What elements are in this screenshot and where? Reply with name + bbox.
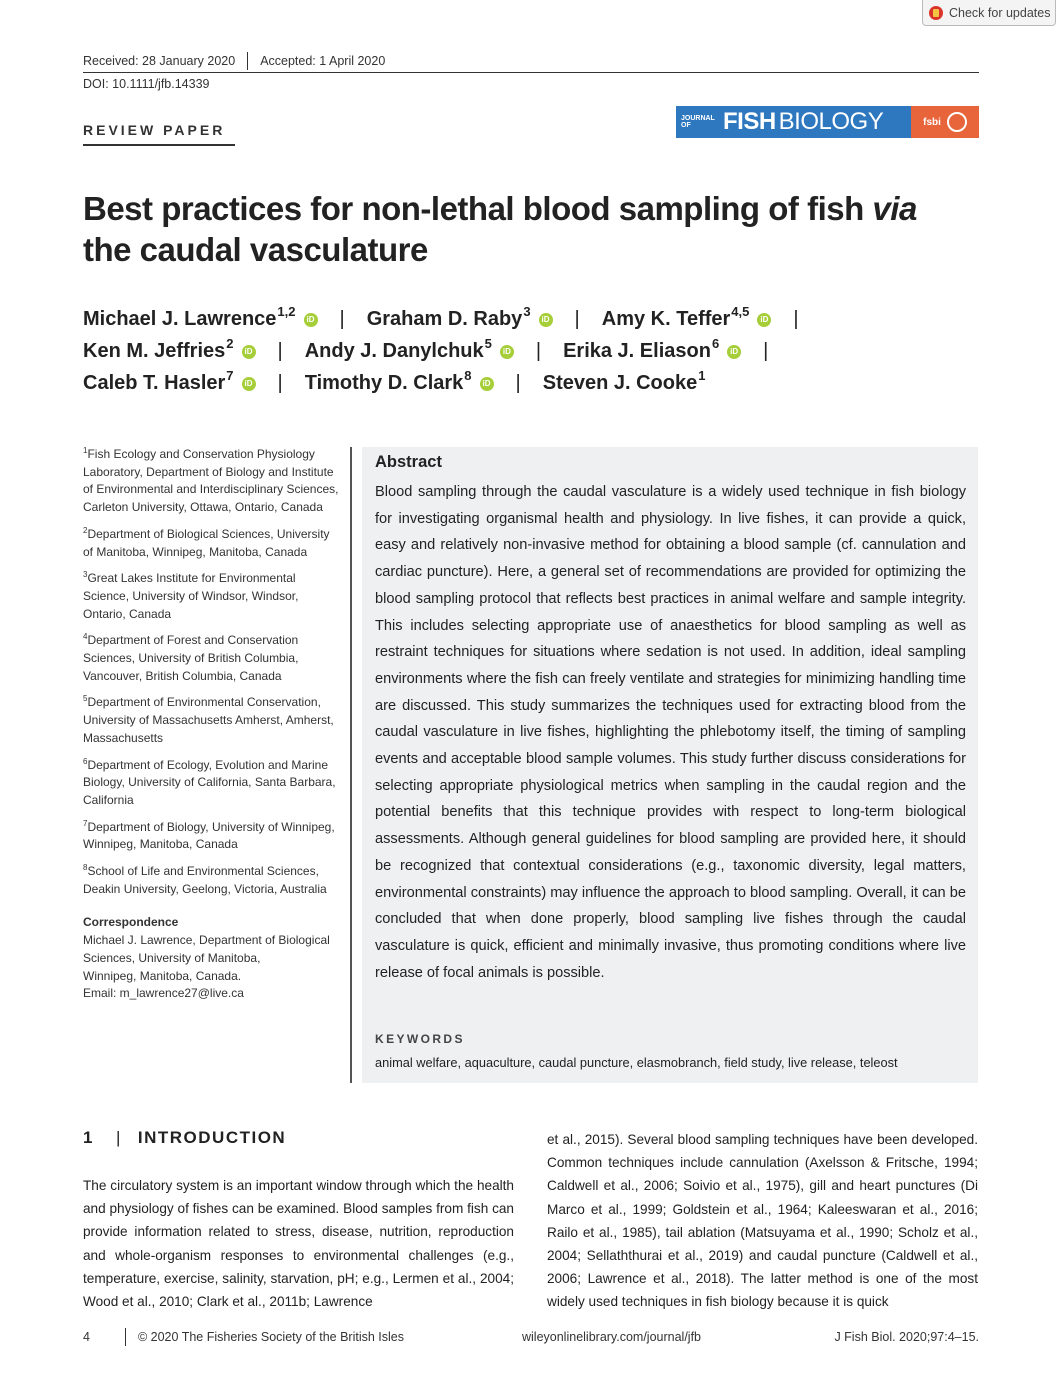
article-type: REVIEW PAPER xyxy=(83,122,226,138)
author-affil: 8 xyxy=(464,368,472,383)
affiliation-item xyxy=(83,859,341,898)
title-text-1: Best practices for non-lethal blood sampling of fish xyxy=(83,190,873,227)
abstract-left-rule xyxy=(350,447,352,1083)
affiliation-item xyxy=(83,753,341,810)
affiliation-text: Department of Environmental Conservation, University of Massachusetts Amherst, Amherst, Massachusetts xyxy=(83,695,334,745)
crossmark-icon xyxy=(929,6,943,20)
check-for-updates-label: Check for updates xyxy=(949,5,1051,20)
footer-divider xyxy=(125,1328,126,1346)
affiliation-text: Department of Forest and Conservation Sciences, University of British Columbia, Vancouver, British Columbia, Canada xyxy=(83,633,299,683)
check-for-updates-button[interactable] xyxy=(922,0,1056,26)
affiliation-item xyxy=(83,815,341,854)
intro-column-2: et al., 2015). Several blood sampling techniques have been developed. Common techniques include cannulation (Axelsson & Fritsche, 1994; Caldwell et al., 2006; Soivio et al., 1975), gill and heart punctures (Di Marco et al., 1999; Goldstein et al., 1964; Kaleeswaran et al., 2016; Railo et al., 1985), tail ablation (Matsuyama et al., 1990; Scholz et al., 2004; Sellaththurai et al., 2019) and caudal puncture (Caldwell et al., 2006; Lawrence et al., 2018). The latter method is one of the most widely used techniques in fish biology because it is quick xyxy=(547,1132,978,1310)
author-line-1 xyxy=(83,304,821,331)
citation: J Fish Biol. 2020;97:4–15. xyxy=(834,1330,979,1344)
affiliation-text: Great Lakes Institute for Environmental Science, University of Windsor, Windsor, Ontario, Canada xyxy=(83,571,299,621)
section-separator: | xyxy=(115,1128,122,1147)
keywords-text: animal welfare, aquaculture, caudal puncture, elasmobranch, field study, live release, teleost xyxy=(375,1055,898,1070)
correspondence-label: Correspondence xyxy=(83,915,179,930)
orcid-icon[interactable]: iD xyxy=(242,345,256,359)
orcid-icon[interactable]: iD xyxy=(500,345,514,359)
article-type-underline xyxy=(83,144,235,146)
journal-logo-biology: BIOLOGY xyxy=(778,108,884,135)
society-logo-text: fsbi xyxy=(923,116,941,128)
author-name[interactable]: Caleb T. Hasler xyxy=(83,372,226,394)
author-separator: | xyxy=(793,308,799,330)
journal-logo-prefix: JOURNAL OF xyxy=(681,115,715,129)
author-affil: 1,2 xyxy=(277,304,296,319)
affiliation-number: 8 xyxy=(83,863,88,873)
affiliation-item xyxy=(83,566,341,623)
author-affil: 2 xyxy=(226,336,234,351)
abstract-text: Blood sampling through the caudal vasculature is a widely used technique in fish biology for investigating organismal health and physiology. In live fishes, it can provide a quick, easy and relatively non-invasive method for obtaining a blood sample (cf. cannulation and cardiac puncture). Here, a general set of recommendations are provided for optimizing the blood sampling protocol that reflects best practices in animal welfare and sample integrity. This includes selecting appropriate use of anaesthetics for blood sampling as well as restraint techniques for situations where sedation is not used. In addition, ideal sampling environments where the fish can freely ventilate and strategies for minimizing handling time are discussed. This study summarizes the techniques used for extracting blood from the caudal vasculature in live fishes, highlighting the phlebotomy itself, the timing of sampling events and acceptable blood sample volumes. This study further discuss considerations for selecting appropriate physiological metrics when sampling in the caudal region and the potential benefits that this technique provides with respect to long-term biological assessments. Although general guidelines for blood sampling are provided here, it should be recognized that contextual considerations (e.g., taxonomic diversity, legal matters, environmental constraints) may influence the approach to blood sampling. Overall, it can be concluded that when done properly, blood sampling live fishes through the caudal vasculature is quick, efficient and minimally invasive, thus promoting conditions where live release of focal animals is possible. xyxy=(375,484,966,981)
author-affil: 1 xyxy=(698,368,706,383)
author-line-3 xyxy=(83,368,706,395)
paper-title xyxy=(83,188,973,270)
correspondence-line: Winnipeg, Manitoba, Canada. xyxy=(83,968,242,983)
author-separator: | xyxy=(574,308,580,330)
author-name[interactable]: Michael J. Lawrence xyxy=(83,308,277,330)
page-number: 4 xyxy=(83,1330,90,1344)
society-logo xyxy=(911,106,979,138)
society-emblem-icon xyxy=(947,112,967,132)
journal-website-link[interactable]: wileyonlinelibrary.com/journal/jfb xyxy=(522,1330,702,1344)
correspondence-email[interactable]: Email: m_lawrence27@live.ca xyxy=(83,986,244,1001)
affiliation-text: School of Life and Environmental Sciences, Deakin University, Geelong, Victoria, Australia xyxy=(83,864,327,896)
section-heading xyxy=(83,1128,286,1148)
affiliation-number: 6 xyxy=(83,756,88,766)
intro-column-1: The circulatory system is an important window through which the health and physiology of fishes can be examined. Blood samples from fish can provide information related to stress, disease, nutrition, reproduction and whole-organism responses to environmental challenges (e.g., temperature, exercise, salinity, starvation, pH; e.g., Lermen et al., 2004; Wood et al., 2010; Clark et al., 2011b; Lawrence xyxy=(83,1178,514,1310)
affiliation-number: 4 xyxy=(83,632,88,642)
author-affil: 7 xyxy=(226,368,234,383)
abstract-heading: Abstract xyxy=(375,453,442,471)
author-separator: | xyxy=(763,340,769,362)
affiliation-text: Department of Ecology, Evolution and Marine Biology, University of California, Santa Barbara, California xyxy=(83,757,336,807)
affiliation-text: Fish Ecology and Conservation Physiology Laboratory, Department of Biology and Institute of Environmental and Interdisciplinary Sciences, Carleton University, Ottawa, Ontario, Canada xyxy=(83,447,339,515)
copyright: © 2020 The Fisheries Society of the British Isles xyxy=(137,1330,404,1344)
header-rule xyxy=(83,72,979,73)
journal-logo-fish: FISH xyxy=(723,108,776,135)
author-separator: | xyxy=(535,340,542,362)
affiliation-item xyxy=(83,442,341,517)
author-name[interactable]: Steven J. Cooke xyxy=(542,372,698,394)
author-line-2 xyxy=(83,336,790,363)
affiliation-number: 3 xyxy=(83,570,88,580)
journal-logo xyxy=(676,106,979,138)
affiliation-item xyxy=(83,522,341,561)
affiliation-item xyxy=(83,628,341,685)
affiliation-item xyxy=(83,690,341,747)
author-separator: | xyxy=(339,308,345,330)
author-affil: 3 xyxy=(523,304,531,319)
affiliation-number: 2 xyxy=(83,525,88,535)
affiliation-text: Department of Biology, University of Winnipeg, Winnipeg, Manitoba, Canada xyxy=(83,819,335,852)
orcid-icon[interactable]: iD xyxy=(480,377,494,391)
orcid-icon[interactable]: iD xyxy=(539,313,553,327)
accepted-date: Accepted: 1 April 2020 xyxy=(260,54,386,68)
article-dates xyxy=(83,52,385,70)
affiliation-text: Department of Biological Sciences, University of Manitoba, Winnipeg, Manitoba, Canada xyxy=(83,526,330,559)
author-name[interactable]: Andy J. Danylchuk xyxy=(304,340,484,362)
author-affil: 4,5 xyxy=(731,304,750,319)
author-name[interactable]: Ken M. Jeffries xyxy=(83,340,226,362)
author-affil: 5 xyxy=(484,336,492,351)
page-footer xyxy=(83,1328,979,1346)
affiliation-number: 1 xyxy=(83,446,88,455)
orcid-icon[interactable]: iD xyxy=(727,345,741,359)
affiliation-number: 7 xyxy=(83,818,88,828)
orcid-icon[interactable]: iD xyxy=(304,313,318,327)
keywords-heading: KEYWORDS xyxy=(375,1032,465,1046)
correspondence-line: Michael J. Lawrence, Department of Biological Sciences, University of Manitoba, xyxy=(83,933,330,965)
affiliation-number: 5 xyxy=(83,694,88,704)
title-italic: via xyxy=(872,190,917,227)
author-separator: | xyxy=(277,340,283,362)
author-affil: 6 xyxy=(711,336,720,351)
orcid-icon[interactable]: iD xyxy=(757,313,771,327)
date-divider xyxy=(247,52,248,70)
received-date: Received: 28 January 2020 xyxy=(83,54,236,68)
author-name[interactable]: Timothy D. Clark xyxy=(304,372,464,394)
title-text-2: the caudal vasculature xyxy=(83,231,428,268)
author-name[interactable]: Graham D. Raby xyxy=(366,308,523,330)
orcid-icon[interactable]: iD xyxy=(242,377,256,391)
author-separator: | xyxy=(515,372,521,394)
section-number: 1 xyxy=(83,1128,94,1147)
author-separator: | xyxy=(277,372,283,394)
author-name[interactable]: Amy K. Teffer xyxy=(601,308,731,330)
doi[interactable]: DOI: 10.1111/jfb.14339 xyxy=(83,77,210,91)
author-name[interactable]: Erika J. Eliason xyxy=(563,340,711,362)
affiliations xyxy=(83,442,341,1003)
section-title: INTRODUCTION xyxy=(137,1128,287,1147)
